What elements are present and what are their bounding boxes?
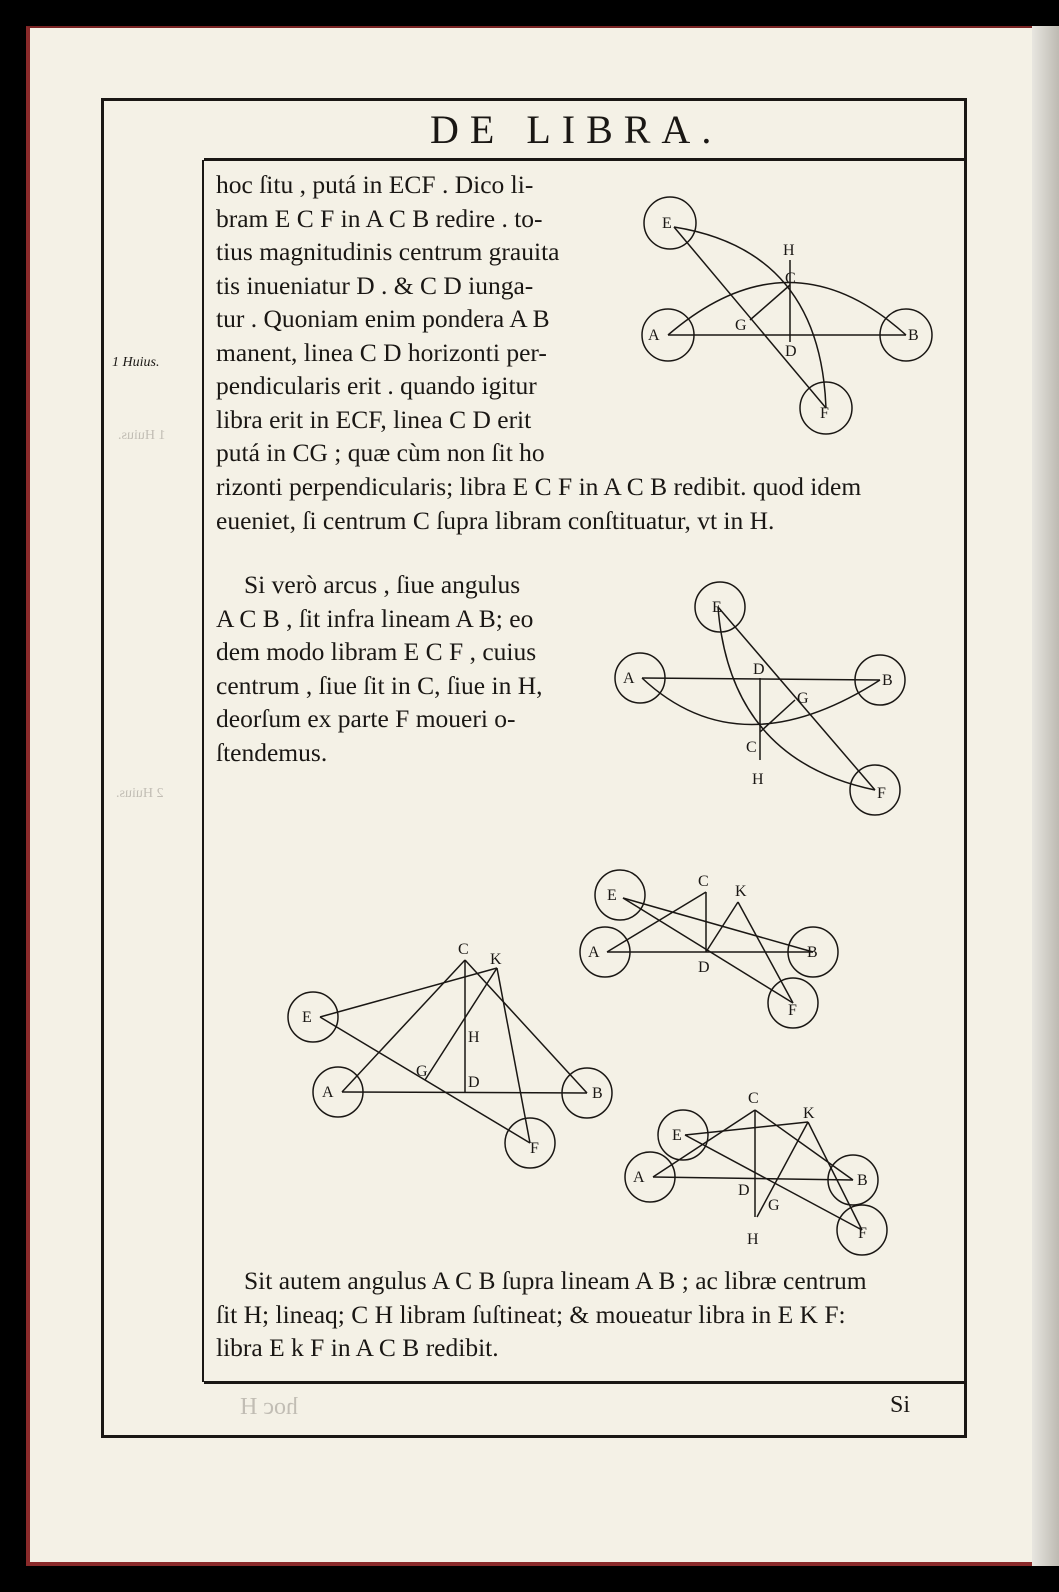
construction-line [757, 1122, 808, 1217]
label: E [302, 1009, 312, 1026]
margin-column-rule [202, 160, 204, 1382]
bottom-rule [104, 1435, 966, 1438]
label: C [748, 1090, 759, 1107]
figure-balance-2 [590, 570, 930, 825]
construction-line [642, 678, 880, 680]
paragraph-3 [216, 1264, 867, 1365]
label: B [882, 672, 893, 689]
label: E [607, 887, 617, 904]
label: B [857, 1172, 868, 1189]
text-line: ſtendemus. [216, 737, 328, 767]
header-rule [204, 158, 964, 161]
show-through-footer: hoc H [240, 1394, 298, 1420]
label: A [623, 670, 635, 687]
construction-line [342, 960, 465, 1092]
show-through-margin-2: 2 Huius. [116, 786, 164, 801]
label: C [698, 873, 709, 890]
figure-balance-4 [280, 910, 620, 1175]
weight-circle [658, 1110, 708, 1160]
weight-circle [288, 992, 338, 1042]
margin-note: 1 Huius. [112, 355, 160, 370]
text-line: hoc ſitu , putá in ECF . Dico li- [216, 170, 534, 199]
text-line: manent, linea C D horizonti per- [216, 337, 547, 367]
text-line: centrum , ſiue ſit in C, ſiue in H, [216, 670, 543, 700]
label: E [712, 599, 722, 616]
footer-rule [204, 1381, 964, 1384]
paragraph-2 [216, 568, 543, 769]
frame-right-rule [964, 98, 967, 1438]
arc-acb [668, 283, 906, 336]
text-line: tur . Quoniam enim pondera A B [216, 304, 550, 333]
line-cg [750, 285, 790, 320]
text-line: ſit H; lineaq; C H libram ſuſtineat; & moueatur libra in E K F: [216, 1299, 846, 1329]
label: C [458, 941, 469, 958]
label: G [768, 1197, 780, 1214]
paragraph-1-continuation [216, 470, 861, 537]
label: K [490, 951, 502, 968]
page-edge [1032, 26, 1059, 1566]
label: K [803, 1105, 815, 1122]
label: G [797, 690, 809, 707]
label: D [468, 1074, 480, 1091]
text-line: dem modo libram E C F , cuius [216, 637, 537, 666]
construction-line [706, 902, 738, 952]
label: A [633, 1169, 645, 1186]
construction-line [642, 678, 880, 725]
text-line: deorſum ex parte F moueri o- [216, 704, 516, 733]
label: A [322, 1084, 334, 1101]
construction-line [760, 700, 795, 732]
construction-line [497, 968, 530, 1143]
label: F [858, 1225, 867, 1242]
text-line: Si verò arcus , ſiue angulus [244, 570, 521, 599]
label: K [735, 883, 747, 900]
label: A [588, 944, 600, 961]
text-line: libra E k F in A C B redibit. [216, 1333, 499, 1362]
figure-balance-1 [620, 180, 960, 445]
construction-line [685, 1135, 862, 1230]
text-line: libra erit in ECF, linea C D erit [216, 404, 532, 434]
top-rule [104, 98, 966, 101]
label: D [785, 343, 797, 360]
paragraph-1 [216, 168, 559, 470]
label: B [592, 1085, 603, 1102]
text-line: tius magnitudinis centrum grauita [216, 237, 560, 266]
figure-balance-5 [600, 1060, 900, 1255]
construction-line [685, 1122, 808, 1135]
text-line: Sit autem angulus A C B ſupra lineam A B ; ac libræ centrum [244, 1266, 867, 1295]
text-line: tis inueniatur D . & C D iunga- [216, 270, 534, 300]
construction-line [607, 892, 706, 952]
label: D [738, 1182, 750, 1199]
label: F [877, 785, 886, 802]
catchword: Si [890, 1392, 911, 1418]
frame-left-rule [101, 98, 104, 1438]
label: A [648, 327, 660, 344]
label: D [753, 661, 765, 678]
label: H [752, 771, 764, 788]
label: E [662, 215, 672, 232]
label: H [783, 242, 795, 259]
label: H [747, 1231, 759, 1248]
construction-line [342, 1092, 587, 1093]
label: G [735, 317, 747, 334]
label: C [746, 739, 757, 756]
construction-line [653, 1110, 755, 1177]
construction-line [808, 1122, 862, 1230]
label: C [785, 270, 796, 287]
construction-line [653, 1177, 853, 1180]
label: F [788, 1002, 797, 1019]
label: D [698, 959, 710, 976]
show-through-margin-1: 1 Huius. [118, 428, 166, 443]
text-line: eueniet, ſi centrum C ſupra libram conſtituatur, vt in H. [216, 505, 775, 535]
construction-line [465, 960, 587, 1093]
label: F [820, 405, 829, 422]
text-line: A C B , ſit infra lineam A B; eo [216, 603, 534, 633]
text-line: rizonti perpendicularis; libra E C F in A C B redibit. quod idem [216, 472, 862, 501]
running-head: DE LIBRA. [430, 107, 723, 152]
label: H [468, 1029, 480, 1046]
label: G [416, 1063, 428, 1080]
label: B [908, 327, 919, 344]
construction-line [623, 898, 793, 1003]
label: F [530, 1140, 539, 1157]
label: B [807, 944, 818, 961]
text-line: putá in CG ; quæ cùm non ſit ho [216, 438, 545, 467]
label-group [623, 599, 893, 802]
text-line: bram E C F in A C B redire . to- [216, 203, 543, 233]
label: E [672, 1127, 682, 1144]
text-line: pendicularis erit . quando igitur [216, 371, 537, 400]
